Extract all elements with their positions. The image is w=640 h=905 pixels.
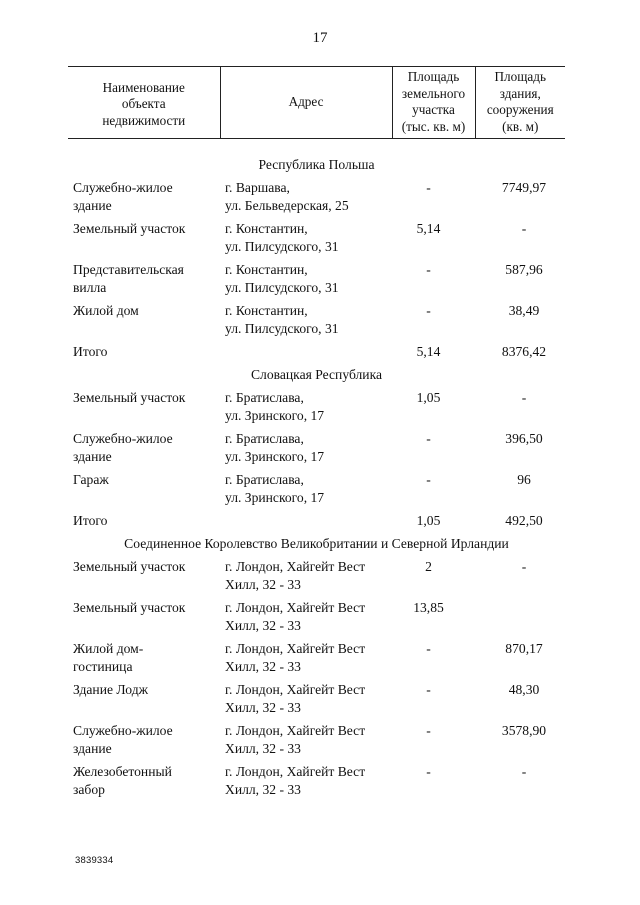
text-line: (тыс. кв. м) [401, 118, 466, 134]
text-line: Наименование [102, 79, 185, 95]
text-line: г. Лондон, Хайгейт Вест [225, 764, 366, 779]
building-area-value [475, 599, 565, 640]
text-line: Служебно-жилое [73, 431, 173, 446]
header-name [68, 67, 220, 139]
text-line: здание [73, 198, 112, 213]
building-area-value: 3578,90 [501, 723, 547, 738]
page-number: 17 [312, 30, 328, 46]
table-row [68, 471, 565, 512]
text-line: Хилл, 32 - 33 [225, 618, 301, 633]
property-address [220, 302, 392, 343]
section-title: Республика Польша [258, 157, 375, 172]
text-line: г. Лондон, Хайгейт Вест [225, 600, 366, 615]
text-line: Жилой дом- [73, 641, 144, 656]
total-land-area: 5,14 [416, 344, 441, 359]
text-line: здание [73, 449, 112, 464]
land-area-value: 2 [425, 559, 432, 574]
land-area-value: 1,05 [416, 390, 441, 405]
total-row [68, 512, 565, 535]
text-line: Площадь [494, 69, 546, 84]
land-area-value: - [426, 431, 431, 446]
property-address [220, 430, 392, 471]
land-area-value: 5,14 [416, 221, 441, 236]
table-row [68, 389, 565, 430]
text-line: здание [73, 741, 112, 756]
header-address [220, 67, 392, 139]
property-address [220, 763, 392, 804]
land-area-value: - [426, 641, 431, 656]
building-area-value: 587,96 [505, 262, 543, 277]
table-row [68, 430, 565, 471]
text-line: земельного [401, 85, 466, 101]
property-table [68, 66, 565, 804]
land-area-value: - [426, 723, 431, 738]
land-area-value: - [426, 472, 431, 487]
header-spacer [68, 139, 565, 157]
property-address [220, 558, 392, 599]
building-area-value: - [521, 221, 527, 236]
text-line: ул. Пилсудского, 31 [225, 280, 339, 295]
text-line: Земельный участок [73, 559, 186, 574]
total-row [68, 343, 565, 366]
text-line: Железобетонный [73, 764, 172, 779]
header-building-area [475, 67, 565, 139]
building-area-value: - [521, 764, 527, 779]
text-line: г. Лондон, Хайгейт Вест [225, 641, 366, 656]
section-title: Словацкая Республика [250, 367, 383, 382]
property-address [220, 681, 392, 722]
table-header [68, 67, 565, 139]
header-land-area [392, 67, 475, 139]
property-name [68, 261, 220, 302]
total-label: Итого [73, 344, 108, 359]
property-name [68, 640, 220, 681]
text-line: Адрес [288, 93, 324, 109]
text-line: г. Константин, [225, 221, 308, 236]
property-address [220, 471, 392, 512]
property-name [68, 471, 220, 512]
text-line: г. Лондон, Хайгейт Вест [225, 723, 366, 738]
property-name [68, 558, 220, 599]
building-area-value: 48,30 [508, 682, 540, 697]
total-land-area: 1,05 [416, 513, 441, 528]
text-line: Служебно-жилое [73, 180, 173, 195]
building-area-value: 7749,97 [501, 180, 547, 195]
property-address [220, 599, 392, 640]
property-address [220, 220, 392, 261]
building-area-value: - [521, 390, 527, 405]
text-line: здания, [499, 85, 541, 101]
text-line: Хилл, 32 - 33 [225, 659, 301, 674]
property-name [68, 430, 220, 471]
text-line: г. Братислава, [225, 472, 304, 487]
property-name [68, 179, 220, 220]
property-name [68, 681, 220, 722]
land-area-value: - [426, 262, 431, 277]
table-row [68, 599, 565, 640]
text-line: г. Константин, [225, 262, 308, 277]
document-code: 3839334 [75, 855, 114, 866]
text-line: г. Лондон, Хайгейт Вест [225, 559, 366, 574]
property-address [220, 640, 392, 681]
table-row [68, 302, 565, 343]
text-line: ул. Зринского, 17 [225, 490, 325, 505]
land-area-value: 13,85 [413, 600, 444, 615]
table-row [68, 681, 565, 722]
text-line: Площадь [407, 69, 460, 84]
total-building-area: 8376,42 [501, 344, 547, 359]
property-name [68, 722, 220, 763]
text-line: Представительская [73, 262, 184, 277]
table-row [68, 261, 565, 302]
text-line: Хилл, 32 - 33 [225, 577, 301, 592]
text-line: Земельный участок [73, 221, 186, 236]
table-body [68, 139, 565, 805]
text-line: Жилой дом [73, 303, 139, 318]
text-line: ул. Бельведерская, 25 [225, 198, 349, 213]
table-row [68, 640, 565, 681]
property-name [68, 599, 220, 640]
land-area-value: - [426, 764, 431, 779]
text-line: (кв. м) [502, 118, 539, 134]
table-row [68, 722, 565, 763]
land-area-value: - [426, 180, 431, 195]
text-line: г. Варшава, [225, 180, 290, 195]
text-line: Здание Лодж [73, 682, 148, 697]
text-line: Земельный участок [73, 600, 186, 615]
section-title: Соединенное Королевство Великобритании и Северной Ирландии [124, 536, 509, 551]
property-name [68, 389, 220, 430]
text-line: ул. Зринского, 17 [225, 408, 325, 423]
text-line: объекта [121, 96, 166, 112]
building-area-value: - [521, 559, 527, 574]
property-address [220, 179, 392, 220]
building-area-value: 38,49 [508, 303, 540, 318]
property-address [220, 261, 392, 302]
text-line: Земельный участок [73, 390, 186, 405]
text-line: гостиница [73, 659, 133, 674]
property-address [220, 722, 392, 763]
total-empty [220, 512, 392, 535]
building-area-value: 396,50 [505, 431, 543, 446]
text-line: Служебно-жилое [73, 723, 173, 738]
property-name [68, 763, 220, 804]
text-line: Хилл, 32 - 33 [225, 700, 301, 715]
text-line: ул. Пилсудского, 31 [225, 239, 339, 254]
text-line: забор [73, 782, 105, 797]
building-area-value: 96 [517, 472, 531, 487]
land-area-value: - [426, 682, 431, 697]
total-building-area: 492,50 [505, 513, 543, 528]
text-line: г. Братислава, [225, 431, 304, 446]
text-line: сооружения [486, 102, 554, 117]
building-area-value: 870,17 [505, 641, 543, 656]
text-line: г. Лондон, Хайгейт Вест [225, 682, 366, 697]
property-name [68, 302, 220, 343]
text-line: г. Братислава, [225, 390, 304, 405]
land-area-value: - [426, 303, 431, 318]
text-line: участка [412, 102, 455, 117]
table-row [68, 763, 565, 804]
property-name [68, 220, 220, 261]
table-row [68, 220, 565, 261]
table-row [68, 558, 565, 599]
text-line: Хилл, 32 - 33 [225, 741, 301, 756]
text-line: вилла [73, 280, 107, 295]
text-line: Хилл, 32 - 33 [225, 782, 301, 797]
text-line: г. Константин, [225, 303, 308, 318]
text-line: недвижимости [102, 112, 186, 128]
total-empty [220, 343, 392, 366]
property-table-container [68, 66, 565, 804]
total-label: Итого [73, 513, 108, 528]
property-address [220, 389, 392, 430]
text-line: ул. Пилсудского, 31 [225, 321, 339, 336]
text-line: ул. Зринского, 17 [225, 449, 325, 464]
section-heading-row [68, 156, 565, 179]
section-heading-row [68, 366, 565, 389]
text-line: Гараж [73, 472, 109, 487]
table-row [68, 179, 565, 220]
section-heading-row [68, 535, 565, 558]
